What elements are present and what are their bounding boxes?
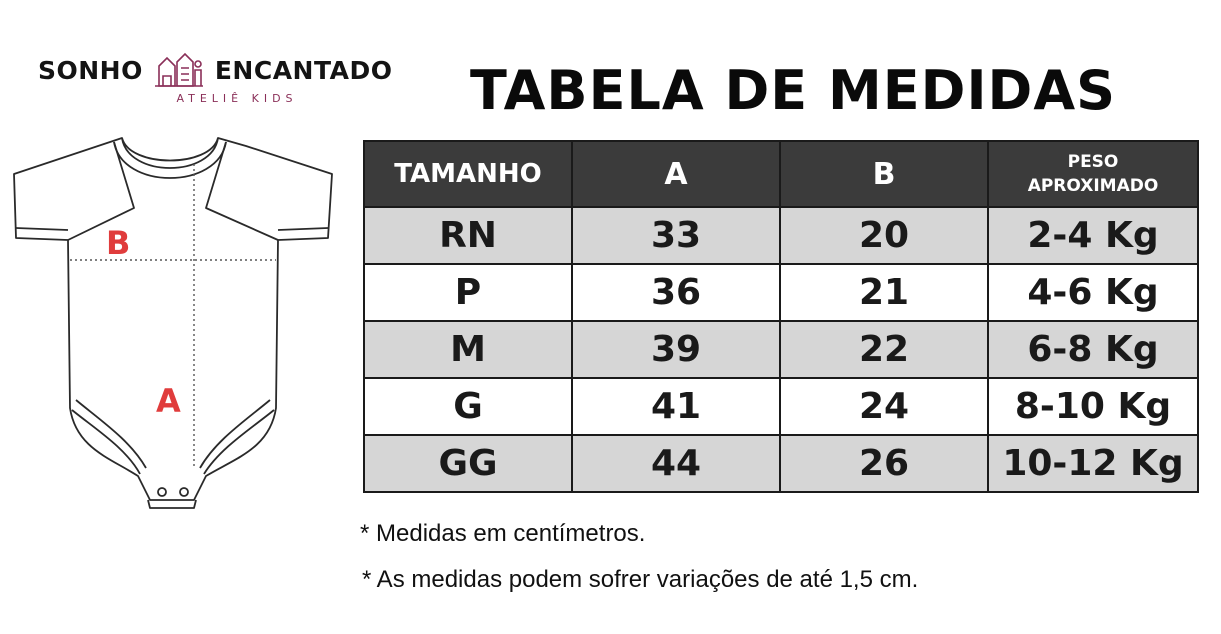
cell-weight: 4-6 Kg [988,264,1198,321]
diagram-label-b: B [106,224,131,262]
brand-left-word: SONHO [38,55,143,85]
cell-a: 44 [572,435,780,492]
cell-b: 20 [780,207,988,264]
table-row [364,435,1198,492]
page-title: TABELA DE MEDIDAS [470,59,1117,122]
table-row [364,264,1198,321]
cell-weight: 8-10 Kg [988,378,1198,435]
header-size: TAMANHO [364,141,572,207]
cell-a: 33 [572,207,780,264]
note-units: * Medidas em centímetros. [360,520,646,547]
table-row [364,207,1198,264]
cell-b: 24 [780,378,988,435]
cell-size: G [364,378,572,435]
cell-a: 41 [572,378,780,435]
table-row [364,378,1198,435]
cell-b: 26 [780,435,988,492]
table-row [364,321,1198,378]
cell-size: P [364,264,572,321]
notes [360,516,1180,598]
brand-subtitle: ATELIÊ KIDS [176,92,298,105]
cell-weight: 10-12 Kg [988,435,1198,492]
diagram-label-a: A [156,382,181,420]
cell-size: M [364,321,572,378]
cell-size: GG [364,435,572,492]
cell-a: 36 [572,264,780,321]
header-weight [988,141,1198,207]
header-weight-line2: APROXIMADO [1027,176,1159,196]
header-a: A [572,141,780,207]
house-castle-icon [153,50,205,90]
baby-bodysuit-icon [10,128,340,518]
cell-b: 22 [780,321,988,378]
brand-logo [38,50,428,110]
header-b: B [780,141,988,207]
header-weight-line1: PESO [1067,152,1119,172]
cell-weight: 6-8 Kg [988,321,1198,378]
size-table-container [363,140,1197,503]
brand-right-word: ENCANTADO [214,55,393,85]
size-table [363,140,1199,493]
cell-a: 39 [572,321,780,378]
table-header-row [364,141,1198,207]
brand-row [38,50,428,90]
cell-size: RN [364,207,572,264]
note-variation: * As medidas podem sofrer variações de até 1,5 cm. [362,566,919,593]
cell-b: 21 [780,264,988,321]
cell-weight: 2-4 Kg [988,207,1198,264]
